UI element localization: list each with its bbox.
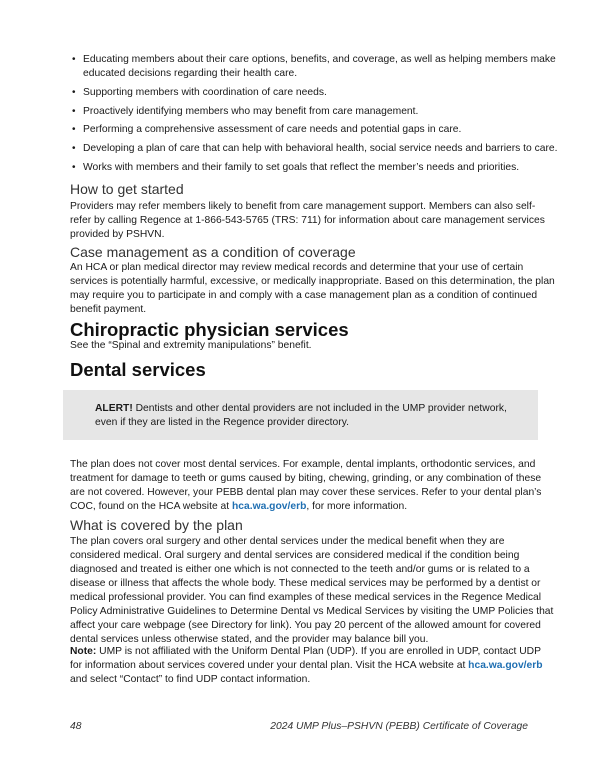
paragraph-line: An HCA or plan medical director may review medical records and determine that your use of certain [70,262,524,273]
heading-case-management: Case management as a condition of coverage [70,244,356,260]
paragraph-line: The plan covers oral surgery and other dental services under the medical benefit when they are [70,536,505,547]
paragraph-line: may require you to participate in and comply with a case management plan as a condition of continued [70,290,538,301]
alert-label: ALERT! [95,403,133,414]
paragraph-line: affect your care webpage (see Directory for link). You pay 20 percent of the allowed amount for covered [70,620,541,631]
alert-text: Dentists and other dental providers are not included in the UMP provider network, [132,403,507,414]
paragraph-line: diagnosed and treated is either one which is not connected to the teeth and/or gums or is related to a [70,564,530,575]
bullet-text: Educating members about their care options, benefits, and coverage, as well as helping members make [83,54,556,65]
text: for information about services covered under your dental plan. Visit the HCA website at [70,660,469,671]
bullet-icon: • [72,87,76,98]
paragraph-line: dental services unless otherwise stated, and the provider may balance bill you. [70,634,429,645]
paragraph-line: services is potentially harmful, excessive, or medically inappropriate. Based on this determination, the plan [70,276,555,287]
paragraph-line: refer by calling Regence at 1-866-543-5765 (TRS: 711) for information about care management services [70,215,545,226]
paragraph-line: provided by PSHVN. [70,229,165,240]
text: COC, found on the HCA website at [70,501,232,512]
paragraph-line: The plan does not cover most dental services. For example, dental implants, orthodontic services, and [70,459,536,470]
alert-line [95,402,507,416]
bullet-text: Proactively identifying members who may benefit from care management. [83,106,419,117]
paragraph-line: See the “Spinal and extremity manipulations” benefit. [70,340,312,351]
paragraph-line: Policy Administrative Guidelines to Determine Dental vs Medical Services by visiting the UMP Policies that [70,606,554,617]
bullet-icon: • [72,162,76,173]
bullet-icon: • [72,124,76,135]
bullet-icon: • [72,143,76,154]
paragraph-line: medical professional provider. You can find examples of these medical services in the Regence Medical [70,592,542,603]
bullet-text: Developing a plan of care that can help with behavioral health, social service needs and barriers to care. [83,143,558,154]
page-number: 48 [70,721,82,732]
heading-dental-services: Dental services [70,359,206,380]
alert-box [63,390,538,440]
hca-website-link[interactable]: hca.wa.gov/erb [468,660,543,671]
alert-line: even if they are listed in the Regence provider directory. [95,417,349,428]
bullet-text: Supporting members with coordination of care needs. [83,87,327,98]
bullet-icon: • [72,106,76,117]
note-line [70,645,541,659]
paragraph-line: treatment for damage to teeth or gums caused by biting, chewing, grinding, or any combination of these [70,473,542,484]
bullet-icon: • [72,54,76,65]
note-label: Note: [70,646,97,657]
heading-chiropractic: Chiropractic physician services [70,319,349,340]
bullet-text: Performing a comprehensive assessment of care needs and potential gaps in care. [83,124,462,135]
heading-how-to-get-started: How to get started [70,181,184,197]
paragraph-line [70,500,407,514]
note-line: and select “Contact” to find UDP contact information. [70,674,311,685]
hca-website-link[interactable]: hca.wa.gov/erb [231,501,307,512]
heading-what-is-covered: What is covered by the plan [70,517,243,533]
paragraph-line: Providers may refer members likely to benefit from care management support. Members can also self- [70,201,536,212]
text: UMP is not affiliated with the Uniform Dental Plan (UDP). If you are enrolled in UDP, contact UDP [96,646,541,657]
paragraph-line: are not covered. However, your PEBB dental plan may cover these services. Refer to your dental plan’s [70,487,542,498]
text: , for more information. [306,501,408,512]
paragraph-line: disease or illness that affects the whole body. These medical services may be performed by a dentist or [70,578,541,589]
footer-title: 2024 UMP Plus–PSHVN (PEBB) Certificate of Coverage [270,721,528,732]
paragraph-line: considered medical. Oral surgery and dental services are considered medical if the condition being [70,550,520,561]
bullet-text: educated decisions regarding their health care. [83,68,298,79]
note-line [70,659,543,673]
bullet-text: Works with members and their family to set goals that reflect the member’s needs and priorities. [83,162,520,173]
paragraph-line: benefit payment. [70,304,147,315]
